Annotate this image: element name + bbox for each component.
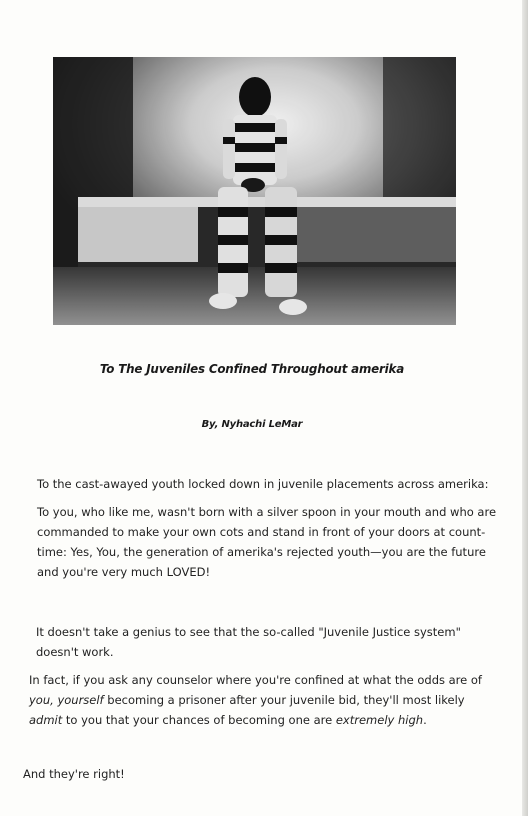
p4-text-c: becoming a prisoner after your juvenile bid, they'll most likely xyxy=(103,693,465,707)
photo-juvenile-in-cell xyxy=(53,57,456,325)
p4-emphasis-extremely-high: extremely high xyxy=(335,713,424,727)
article-title: To The Juveniles Confined Throughout amerika xyxy=(99,361,405,376)
paragraph-salutation: To the cast-awayed youth locked down in juvenile placements across amerika: xyxy=(37,477,489,491)
p4-emphasis-admit: admit xyxy=(29,713,63,727)
photo-illustration xyxy=(53,57,456,325)
page-edge xyxy=(522,0,528,816)
article-byline: By, Nyhachi LeMar xyxy=(201,419,303,430)
paragraph-theyre-right: And they're right! xyxy=(23,767,125,781)
paragraph-in-fact xyxy=(29,670,494,730)
paragraph-to-you: To you, who like me, wasn't born with a silver spoon in your mouth and who are commanded to make your own cots and stand in front of your doors at count-time: Yes, You, the generation of amerika's rejected youth—you are the future and you're very much LOVED! xyxy=(37,505,497,579)
p4-emphasis-you-yourself: you, yourself xyxy=(29,693,104,707)
p4-text-a: In fact, if you ask any counselor where you're confined at what the odds are of xyxy=(29,673,482,687)
p4-text-e: to you that your chances of becoming one are xyxy=(62,713,336,727)
p4-text-g: . xyxy=(423,713,427,727)
paragraph-juvenile-justice: It doesn't take a genius to see that the so-called "Juvenile Justice system" doesn't work. xyxy=(36,625,461,659)
